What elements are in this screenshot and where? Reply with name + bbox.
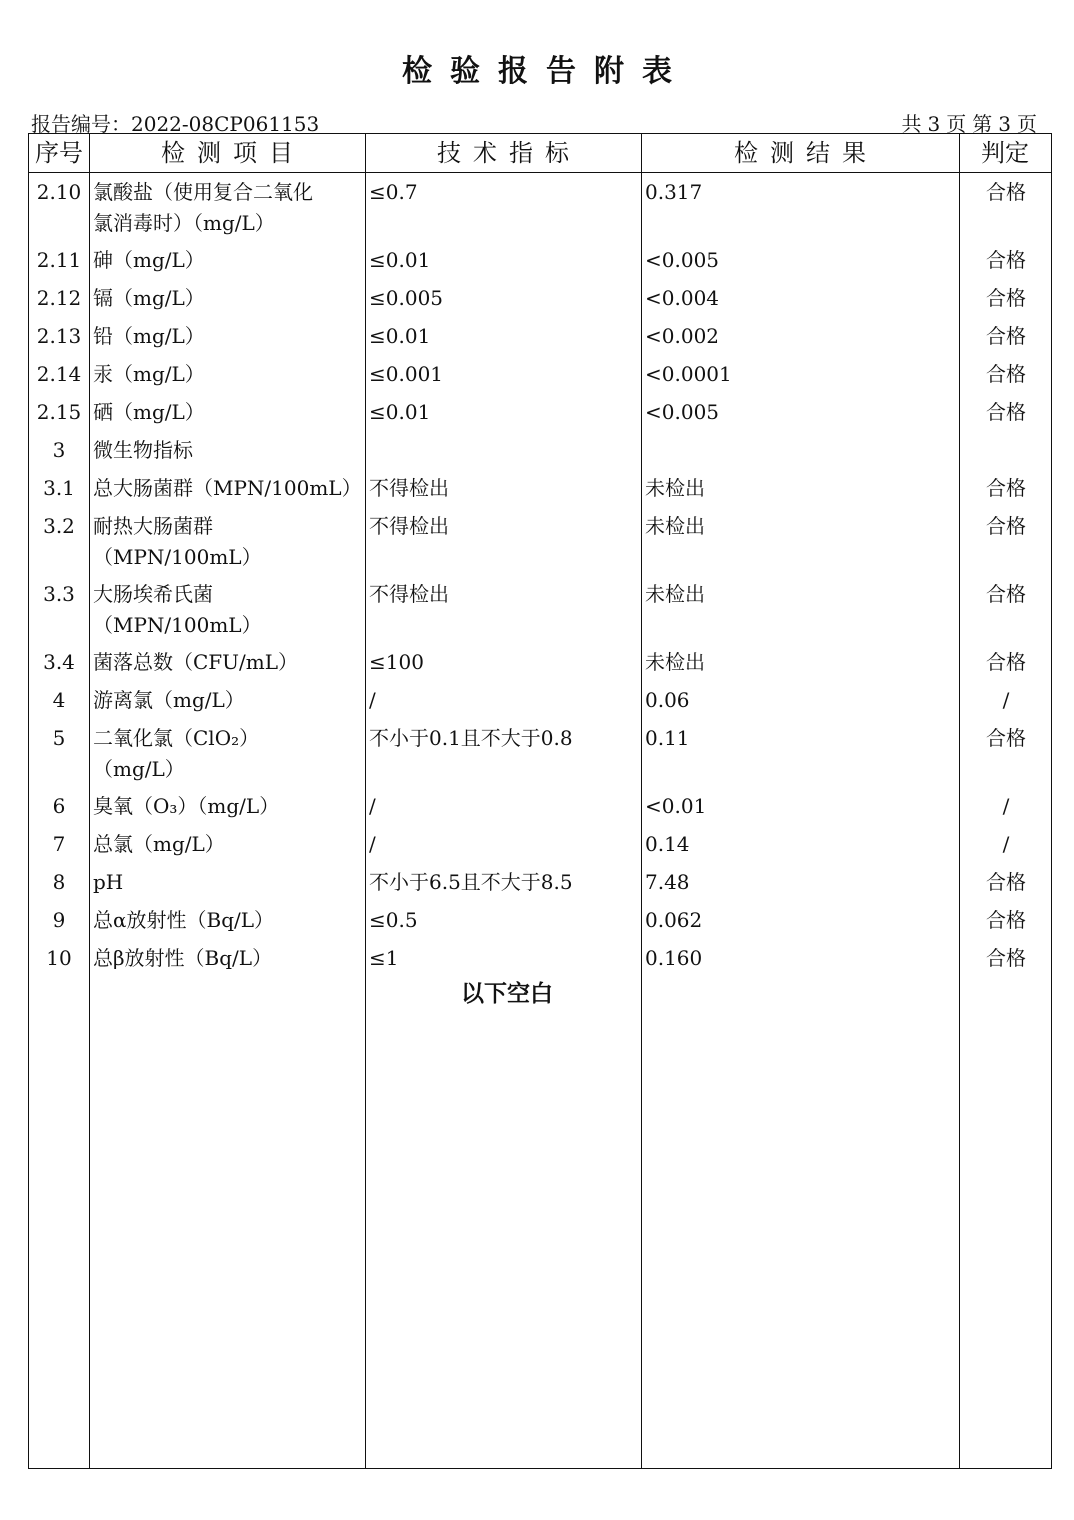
row-item [93, 682, 365, 716]
row-spec: / [369, 688, 376, 712]
table-row [29, 864, 1051, 902]
table-row [29, 470, 1051, 508]
row-judge: / [1002, 794, 1010, 818]
table-row [29, 174, 1051, 242]
row-item-line: （mg/L） [93, 757, 185, 781]
row-number: 10 [46, 946, 72, 970]
current-prefix: 第 [972, 112, 993, 136]
page-word: 页 [946, 112, 967, 136]
row-number: 3 [52, 438, 66, 462]
row-item-line: 镉（mg/L） [93, 286, 205, 310]
row-result: <0.002 [645, 324, 720, 348]
current-suffix: 页 [1017, 112, 1037, 136]
results-table [28, 133, 1052, 1469]
row-spec: ≤1 [369, 946, 399, 970]
row-item-line: 总大肠菌群（MPN/100mL） [93, 476, 362, 500]
current-page: 3 [998, 112, 1011, 136]
row-item [93, 470, 365, 504]
table-row [29, 280, 1051, 318]
row-item [93, 280, 365, 314]
row-number: 3.4 [43, 650, 75, 674]
row-result: <0.005 [645, 248, 720, 272]
row-item-line: 汞（mg/L） [93, 362, 205, 386]
row-spec: ≤0.005 [369, 286, 444, 310]
row-spec: ≤100 [369, 650, 424, 674]
row-judge: 合格 [986, 248, 1026, 272]
row-result: 7.48 [645, 870, 690, 894]
table-row [29, 508, 1051, 576]
row-spec: 不小于6.5且不大于8.5 [369, 870, 573, 894]
row-spec: ≤0.01 [369, 248, 431, 272]
table-header [29, 134, 1051, 173]
row-item [93, 318, 365, 352]
row-item-line: 氯酸盐（使用复合二氧化 [93, 180, 313, 204]
row-item [93, 174, 365, 239]
row-spec: 不得检出 [369, 476, 449, 500]
row-item-line: 氯消毒时）（mg/L） [93, 211, 275, 235]
row-item [93, 720, 365, 785]
row-spec: ≤0.5 [369, 908, 418, 932]
row-number: 6 [52, 794, 66, 818]
header-item: 检测项目 [161, 139, 305, 167]
row-item-line: 大肠埃希氏菌 [93, 582, 213, 606]
row-judge: 合格 [986, 582, 1026, 606]
row-item [93, 242, 365, 276]
row-item-line: （MPN/100mL） [93, 545, 262, 569]
row-judge: 合格 [986, 908, 1026, 932]
row-number: 8 [52, 870, 66, 894]
row-item [93, 432, 365, 466]
blank-below-text: 以下空白 [461, 981, 553, 1007]
row-result: 0.062 [645, 908, 703, 932]
table-row [29, 394, 1051, 432]
row-item-line: 铅（mg/L） [93, 324, 205, 348]
table-row [29, 902, 1051, 940]
table-row [29, 432, 1051, 470]
row-item [93, 644, 365, 678]
row-number: 3.1 [43, 476, 75, 500]
row-result: 0.11 [645, 726, 690, 750]
row-number: 4 [52, 688, 66, 712]
row-item [93, 902, 365, 936]
row-result [645, 432, 957, 435]
table-row [29, 682, 1051, 720]
row-item-line: 砷（mg/L） [93, 248, 205, 272]
row-item-line: 总β放射性（Bq/L） [93, 946, 273, 970]
row-spec: 不小于0.1且不大于0.8 [369, 726, 573, 750]
blank-below-note [0, 975, 1074, 1008]
table-row [29, 644, 1051, 682]
row-number: 5 [52, 726, 66, 750]
row-result: 未检出 [645, 476, 705, 500]
row-judge: 合格 [986, 324, 1026, 348]
table-row [29, 720, 1051, 788]
row-result: <0.005 [645, 400, 720, 424]
row-number: 2.11 [36, 248, 82, 272]
table-row [29, 318, 1051, 356]
row-judge: / [1002, 832, 1010, 856]
table-row [29, 356, 1051, 394]
row-item [93, 576, 365, 641]
row-item-line: 菌落总数（CFU/mL） [93, 650, 299, 674]
row-item [93, 788, 365, 822]
row-item-line: pH [93, 870, 124, 894]
row-item [93, 508, 365, 573]
row-judge: 合格 [986, 286, 1026, 310]
row-spec: / [369, 794, 376, 818]
row-item-line: 微生物指标 [93, 438, 193, 462]
row-judge: 合格 [986, 514, 1026, 538]
row-item-line: 臭氧（O₃）（mg/L） [93, 794, 280, 818]
row-item-line: 总氯（mg/L） [93, 832, 225, 856]
row-item-line: 硒（mg/L） [93, 400, 205, 424]
row-spec: 不得检出 [369, 582, 449, 606]
header-result: 检测结果 [734, 139, 878, 167]
row-result: 未检出 [645, 650, 705, 674]
table-body [29, 174, 1051, 978]
row-item [93, 356, 365, 390]
report-number: 报告编号：2022-08CP061153 [31, 112, 320, 136]
total-pages: 3 [927, 112, 941, 136]
table-row [29, 788, 1051, 826]
row-number: 2.15 [36, 400, 82, 424]
row-judge: 合格 [986, 180, 1026, 204]
header-spec: 技术指标 [437, 139, 581, 167]
row-judge: 合格 [986, 650, 1026, 674]
row-number: 9 [52, 908, 66, 932]
table-row [29, 826, 1051, 864]
row-result: <0.01 [645, 794, 707, 818]
table-row [29, 940, 1051, 978]
row-result: 0.06 [645, 688, 690, 712]
row-number: 2.13 [36, 324, 82, 348]
row-judge [961, 432, 1051, 435]
row-judge: 合格 [986, 400, 1026, 424]
row-item [93, 864, 365, 898]
row-result: 0.160 [645, 946, 703, 970]
row-spec: ≤0.01 [369, 324, 431, 348]
row-number: 2.14 [36, 362, 82, 386]
table-row [29, 242, 1051, 280]
row-judge: 合格 [986, 726, 1026, 750]
row-spec [369, 432, 641, 435]
row-item-line: 耐热大肠菌群 [93, 514, 213, 538]
header-judge: 判定 [981, 139, 1029, 167]
row-result: <0.004 [645, 286, 720, 310]
row-item [93, 394, 365, 428]
row-number: 2.10 [36, 180, 82, 204]
report-title: 检验报告附表 [402, 54, 690, 89]
row-spec: / [369, 832, 376, 856]
row-number: 3.2 [43, 514, 75, 538]
table-row [29, 576, 1051, 644]
row-judge: / [1002, 688, 1010, 712]
row-item-line: （MPN/100mL） [93, 613, 262, 637]
row-result: 未检出 [645, 582, 705, 606]
row-spec: ≤0.001 [369, 362, 444, 386]
row-number: 3.3 [43, 582, 75, 606]
row-result: <0.0001 [645, 362, 732, 386]
row-number: 7 [52, 832, 66, 856]
row-number: 2.12 [36, 286, 82, 310]
row-item [93, 940, 365, 974]
row-item-line: 游离氯（mg/L） [93, 688, 245, 712]
row-spec: 不得检出 [369, 514, 449, 538]
row-item-line: 总α放射性（Bq/L） [93, 908, 275, 932]
row-spec: ≤0.01 [369, 400, 431, 424]
total-prefix: 共 [901, 112, 922, 136]
row-judge: 合格 [986, 946, 1026, 970]
row-result: 0.317 [645, 180, 703, 204]
row-judge: 合格 [986, 476, 1026, 500]
row-spec: ≤0.7 [369, 180, 418, 204]
row-judge: 合格 [986, 362, 1026, 386]
header-no: 序号 [35, 139, 83, 167]
row-result: 0.14 [645, 832, 690, 856]
row-judge: 合格 [986, 870, 1026, 894]
row-result: 未检出 [645, 514, 705, 538]
row-item [93, 826, 365, 860]
row-item-line: 二氧化氯（ClO₂） [93, 726, 260, 750]
